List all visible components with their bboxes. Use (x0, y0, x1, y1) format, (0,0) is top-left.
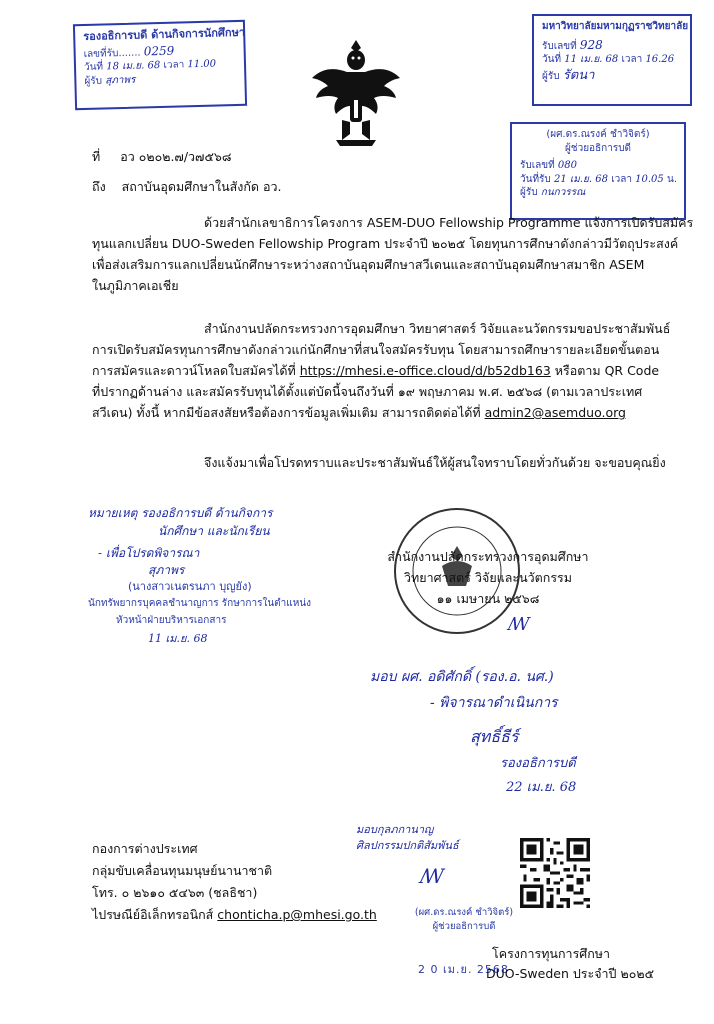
stamp-date-label: วันที่ (83, 61, 104, 74)
stamp-recv-no: 080 (557, 160, 577, 171)
footer-hw-line-1: มอบกุลภกานาญ (356, 823, 434, 836)
stamp-recv-no: 928 (579, 37, 603, 52)
issuer-signature-mark: ꟿ (508, 614, 530, 635)
footer-stamp-date: 2 0 เม.ย. 2568 (418, 963, 509, 976)
right-hw-line-2: - พิจารณาดำเนินการ (430, 695, 558, 711)
footer-email-link[interactable]: chonticha.p@mhesi.go.th (217, 907, 377, 922)
stamp-date: 11 เม.ย. 68 (564, 54, 619, 65)
receipt-stamp-assistant-president (510, 122, 686, 220)
p1-line-4: ในภูมิภาคเอเชีย (92, 278, 179, 293)
stamp-date-label: วันที่ (542, 54, 562, 65)
stamp-date-label: วันที่รับ (520, 173, 551, 185)
issuer-date: ๑๑ เมษายน ๒๕๖๘ (436, 591, 540, 606)
footer-signature-mark: ꟿ (420, 864, 445, 888)
issuer-line-1: สำนักงานปลัดกระทรวงการอุดมศึกษา (387, 549, 589, 564)
p3-line: จึงแจ้งมาเพื่อโปรดทราบและประชาสัมพันธ์ให้ผู้สนใจทราบโดยทั่วกันด้วย จะขอบคุณยิ่ง (204, 455, 666, 470)
stamp-receiver-label: ผู้รับ (84, 75, 103, 87)
stamp-recv-no: 0259 (143, 43, 175, 59)
stamp-recv-label: รับเลขที่ (542, 40, 577, 52)
left-hw-line-3: - เพื่อโปรดพิจารณา (98, 546, 200, 560)
p1-line-1: ด้วยสำนักเลขาธิการโครงการ ASEM-DUO Fellowship Programme แจ้งการเปิดรับสมัคร (204, 215, 694, 230)
left-signer-position-2: หัวหน้าฝ่ายบริหารเอกสาร (116, 615, 227, 626)
qr-caption (486, 944, 686, 984)
p2-line-2: การเปิดรับสมัครทุนการศึกษาดังกล่าวแก่นักศึกษาที่สนใจสมัครรับทุน โดยสามารถศึกษารายละเอียดขั้นตอน (92, 342, 660, 357)
footer-dept-1: กองการต่างประเทศ (92, 841, 198, 856)
left-hw-line-1: หมายเหตุ รองอธิการบดี ด้านกิจการ (88, 506, 273, 520)
p2-line-3-post: หรือตาม QR Code (554, 363, 660, 378)
stamp-receiver: รัตนา (562, 67, 595, 83)
stamp-time: 11.00 (187, 58, 217, 71)
stamp-title: รองอธิการบดี ด้านกิจการนักศึกษา (83, 25, 246, 43)
right-endorsement (370, 664, 690, 800)
letter-recipient (92, 176, 282, 197)
left-hw-line-2: นักศึกษา และนักเรียน (158, 524, 270, 538)
paragraph-1 (92, 212, 694, 296)
stamp-receiver: กนกวรรณ (540, 187, 586, 198)
footer-tel: โทร. ๐ ๒๖๑๐ ๕๔๖๓ (ชลธิชา) (92, 885, 258, 900)
garuda-emblem (306, 36, 406, 148)
right-hw-date: 22 เม.ย. 68 (506, 780, 577, 795)
application-link[interactable]: https://mhesi.e-office.cloud/d/b52db163 (299, 363, 551, 378)
footer-signer (404, 906, 524, 934)
p2-line-4: ที่ปรากฏด้านล่าง และสมัครรับทุนได้ตั้งแต่บัดนี้จนถึงวันที่ ๑๙ พฤษภาคม พ.ศ. ๒๕๖๘ (ตามเวลาประเทศ (92, 384, 643, 399)
stamp-title: มหาวิทยาลัยมหามกุฏราชวิทยาลัย (542, 21, 689, 32)
p1-line-2: ทุนแลกเปลี่ยน DUO-Sweden Fellowship Program ประจำปี ๒๐๒๕ โดยทุนการศึกษาดังกล่าวมีวัตถุประสงค์ (92, 236, 679, 251)
footer-signer-title: ผู้ช่วยอธิการบดี (432, 921, 496, 932)
stamp-time-label: เวลา (163, 59, 185, 72)
p2-line-3-pre: การสมัครและดาวน์โหลดใบสมัครได้ที่ (92, 363, 296, 378)
p1-line-3: เพื่อส่งเสริมการแลกเปลี่ยนนักศึกษาระหว่างสถาบันอุดมศึกษาสวีเดนและสถาบันอุดมศึกษาสมาชิก ASEM (92, 257, 645, 272)
p2-line-1: สำนักงานปลัดกระทรวงการอุดมศึกษา วิทยาศาสตร์ วิจัยและนวัตกรรมขอประชาสัมพันธ์ (204, 321, 671, 336)
stamp-recv-label: รับเลขที่ (520, 160, 555, 171)
receipt-stamp-university (532, 14, 692, 106)
stamp-time-label: เวลา (621, 54, 643, 65)
stamp-time-label: เวลา (611, 173, 632, 185)
stamp-position: ผู้ช่วยอธิการบดี (564, 142, 632, 154)
stamp-date: 18 เม.ย. 68 (106, 60, 161, 73)
footer-dept-2: กลุ่มขับเคลื่อนทุนมนุษย์นานาชาติ (92, 863, 273, 878)
left-endorsement (88, 504, 338, 647)
left-signer-position-1: นักทรัพยากรบุคคลชำนาญการ รักษาการในตำแหน่ง (88, 598, 312, 609)
to-value: สถาบันอุดมศึกษาในสังกัด อว. (121, 179, 282, 194)
stamp-time: 10.05 (635, 173, 664, 185)
footer-contact (92, 838, 392, 926)
stamp-name: (ผศ.ดร.ณรงค์ ชำวิจิตร์) (546, 129, 650, 140)
stamp-receiver-label: ผู้รับ (520, 187, 538, 198)
footer-hw-line-2: ศิลปกรรมปกติสัมพันธ์ (356, 839, 459, 852)
left-hw-signature: สุภาพร (148, 563, 185, 577)
stamp-date: 21 เม.ย. 68 (553, 173, 608, 185)
footer-signer-name: (ผศ.ดร.ณรงค์ ชำวิจิตร์) (414, 907, 514, 918)
receipt-stamp-student-affairs (73, 20, 247, 110)
stamp-receiver-label: ผู้รับ (542, 70, 560, 82)
issuer-block (358, 546, 618, 609)
left-note-date: 11 เม.ย. 68 (148, 632, 208, 645)
ref-label: ที่ (92, 149, 101, 164)
stamp-time-unit: น. (666, 173, 677, 185)
qr-caption-1: โครงการทุนการศึกษา (492, 946, 611, 961)
right-hw-line-1: มอบ ผศ. อดิศักดิ์ (รอง.อ. นศ.) (370, 669, 554, 685)
to-label: ถึง (92, 179, 106, 194)
stamp-recv-label: เลขที่รับ....... (83, 47, 141, 60)
right-hw-position: รองอธิการบดี (500, 756, 576, 771)
contact-email-link[interactable]: admin2@asemduo.org (484, 405, 626, 420)
p2-line-5-pre: สวีเดน) ทั้งนี้ หากมีข้อสงสัยหรือต้องการข้อมูลเพิ่มเติม สามารถติดต่อได้ที่ (92, 405, 481, 420)
issuer-line-2: วิทยาศาสตร์ วิจัยและนวัตกรรม (403, 570, 572, 585)
footer-email-label: ไปรษณีย์อิเล็กทรอนิกส์ (92, 907, 214, 922)
paragraph-3 (92, 452, 666, 473)
ref-number: อว ๐๒๐๒.๗/ว๗๕๖๘ (120, 149, 232, 164)
qr-caption-2: DUO-Sweden ประจำปี ๒๐๒๕ (486, 966, 655, 981)
stamp-receiver: สุภาพร (105, 74, 136, 87)
left-signer-name: (นางสาวเนตรนภา บุญยัง) (128, 580, 252, 593)
footer-hw-note (356, 822, 516, 854)
letter-reference (92, 146, 232, 167)
qr-code-icon[interactable] (520, 838, 590, 908)
paragraph-2 (92, 318, 671, 423)
right-hw-signature: สุทธิ์ธีร์ (470, 727, 519, 746)
stamp-time: 16.26 (645, 54, 675, 65)
